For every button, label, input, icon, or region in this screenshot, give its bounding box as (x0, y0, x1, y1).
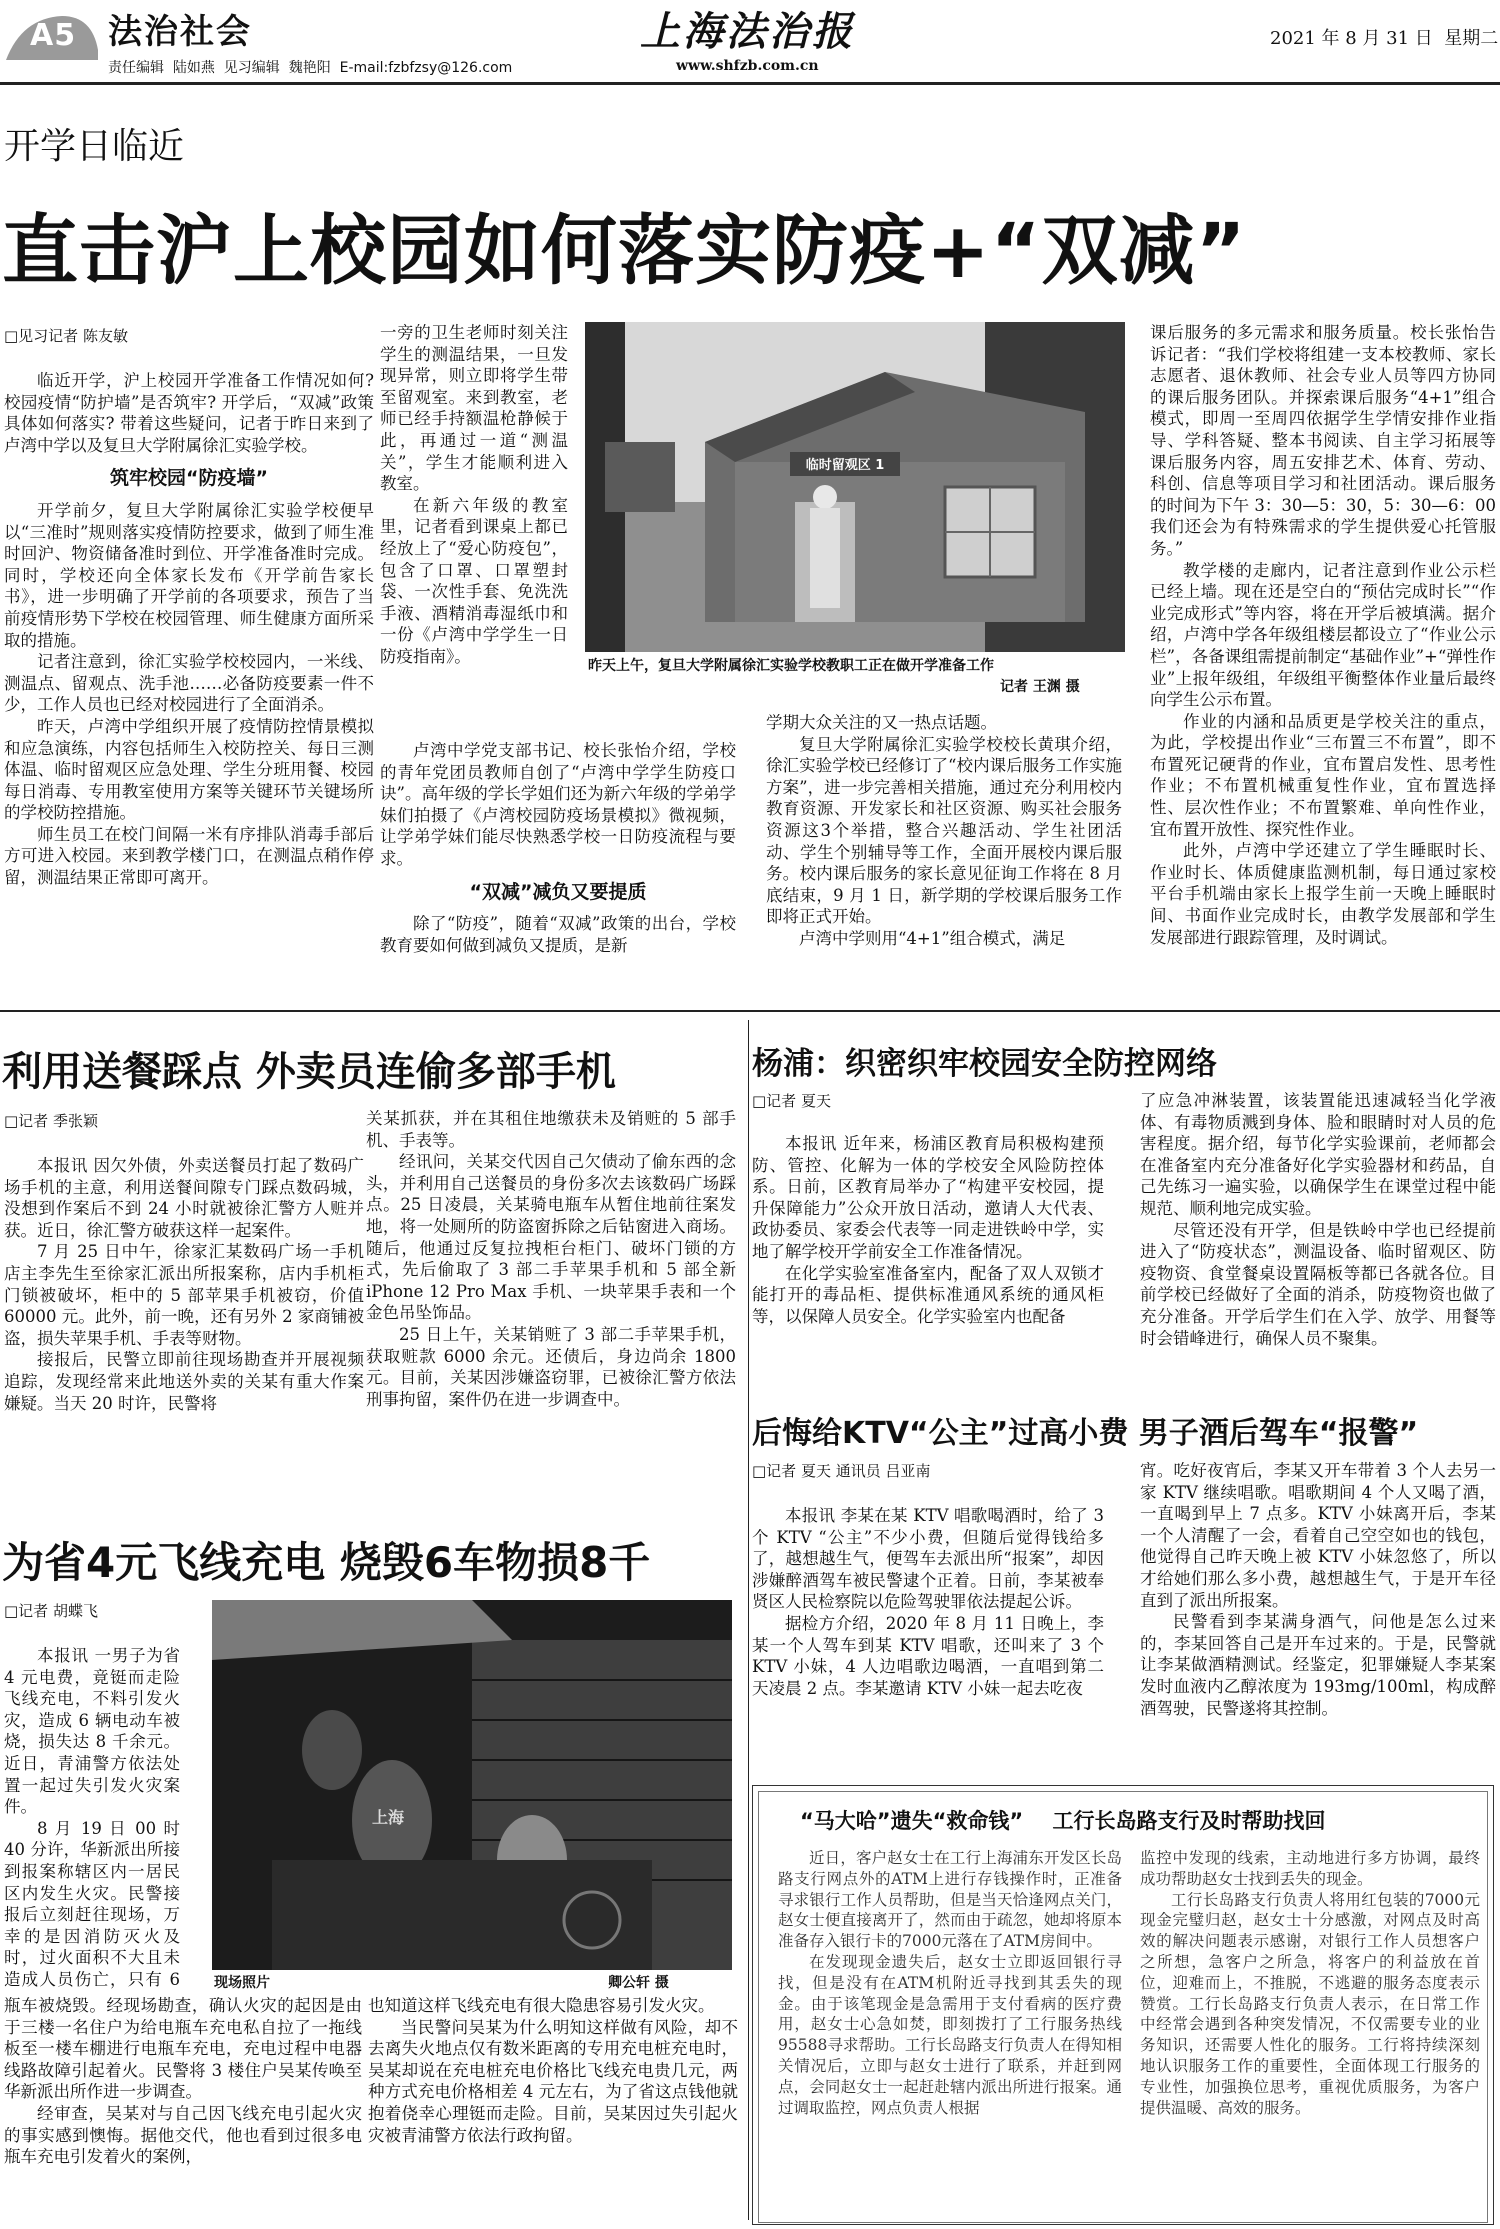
paragraph: 经讯问，关某交代因自己欠债动了偷东西的念头，并利用自己送餐员的身份多次去该数码广场踩点。25 日凌晨，关某骑电瓶车从暂住地前往案发地，将一处厕所的防盗窗拆除之后钻窗进入商场。随后，他通过反复拉拽柜台柜门、破坏门锁的方式，先后偷取了 3 部二手苹果手机和 5 部全新 iPhone 12 Pro Max 手机、一块苹果手表和一个金色吊坠饰品。 (366, 1152, 736, 1323)
paragraph: 据检方介绍，2020 年 8 月 11 日晚上，李某一个人驾车到某 KTV 唱歌，还叫来了 3 个 KTV 小妹，4 人边唱歌边喝酒，一直唱到第二天凌晨 2 点。李某邀请 KTV 小妹一起去吃夜 (752, 1613, 1104, 1698)
paragraph: 民警看到李某满身酒气，问他是怎么过来的，李某回答自己是开车过来的。于是，民警就让李某做酒精测试。经鉴定，犯罪嫌疑人李某案发时血液内乙醇浓度为 193mg/100ml，构成醉酒驾驶，民警遂将其控制。 (1140, 1612, 1496, 1718)
issue-date: 2021 年 8 月 31 日 星期二 (1270, 28, 1499, 49)
paragraph: 当民警问吴某为什么明知这样做有风险，却不去离失火地点仅有数米距离的专用充电桩充电时，吴某却说在充电桩充电价格比飞线充电贵几元，两种方式充电价格相差 4 元左右，为了省这点钱他就抱着侥幸心理铤而走险。目前，吴某因过失引起火灾被青浦警方依法行政拘留。 (368, 2017, 738, 2145)
page-header (0, 0, 1500, 76)
bank-headline: “马大哈”遗失“救命钱” 工行长岛路支行及时帮助找回 (800, 1809, 1326, 1833)
lead-column-4 (1150, 322, 1496, 994)
paragraph: 接报后，民警立即前往现场勘查并开展视频追踪，发现经常来此地送外卖的关某有重大作案嫌疑。当天 20 时许，民警将 (4, 1350, 364, 1413)
lead-column-2 (380, 322, 568, 742)
paragraph: 开学前夕，复旦大学附属徐汇实验学校便早以“三准时”规则落实疫情防控要求，做到了师生准时回沪、物资储备准时到位、开学准备准时完成。同时，学校还向全体家长发布《开学前告家长书》，进一步明确了开学前的各项要求，预告了当前疫情形势下学校在校园管理、师生健康方面所采取的措施。 (4, 500, 374, 650)
yangpu-column-1 (752, 1133, 1104, 1373)
masthead-logo: 上海法治报 (640, 8, 855, 55)
paragraph: 教学楼的走廊内，记者注意到作业公示栏已经上墙。现在还是空白的“预估完成时长”“作业完成形式”等内容，将在开学后被填满。据介绍，卢湾中学各年级组楼层都设立了“作业公示栏”，各备课组需提前制定“基础作业”+“弹性作业”上报年级组，年级组平衡整体作业量后最终向学生公示布置。 (1150, 560, 1496, 710)
fire-byline: □记者 胡蝶飞 (4, 1602, 98, 1620)
paragraph: 瓶车被烧毁。经现场勘查，确认火灾的起因是由于三楼一名住户为给电瓶车充电私自拉了一拖线板至一楼车棚进行电瓶车充电，充电过程中电器线路故障引起着火。民警将 3 楼住户吴某传唤至华新派出所作进一步调查。 (4, 1996, 362, 2102)
yangpu-byline: □记者 夏天 (752, 1092, 831, 1110)
paragraph: 本报讯 近年来，杨浦区教育局积极构建预防、管控、化解为一体的学校安全风险防控体系。日前，区教育局举办了“构建平安校园，提升保障能力”公众开放日活动，邀请人大代表、政协委员、家委会代表等一同走进铁岭中学，实地了解学校开学前安全工作准备情况。 (752, 1134, 1104, 1261)
paragraph: 记者注意到，徐汇实验学校校园内，一米线、测温点、留观点、洗手池……必备防疫要素一件不少，工作人员也已经对校园进行了全面消杀。 (4, 652, 374, 715)
theft-column-2 (366, 1108, 736, 1520)
fire-column-full (4, 1995, 362, 2227)
fire-column-narrow (4, 1645, 180, 1991)
section-title: 法治社会 (108, 12, 252, 52)
paragraph: 卢湾中学党支部书记、校长张怡介绍，学校的青年党团员教师自创了“卢湾中学学生防疫口诀”。高年级的学长学姐们还为新六年级的学弟学妹们拍摄了《卢湾校园防疫场景模拟》微视频，让学弟学妹们能尽快熟悉学校一日防疫流程与要求。 (380, 741, 736, 868)
lead-photo (585, 322, 1125, 652)
ktv-column-1 (752, 1505, 1104, 1775)
paragraph: 宵。吃好夜宵后，李某又开车带着 3 个人去另一家 KTV 继续唱歌。唱歌期间 4 个人又喝了酒，一直喝到早上 7 点多。KTV 小妹离开后，李某一个人清醒了一会，看着自己空空如也的钱包，他觉得自己昨天晚上被 KTV 小妹忽悠了，所以才给她们那么多小费，越想越生气，于是开车径直到了派出所报案。 (1140, 1461, 1496, 1610)
fire-photo-credit: 卿公轩 摄 (608, 1975, 669, 1991)
paragraph: 监控中发现的线索，主动地进行多方协调，最终成功帮助赵女士找到丢失的现金。 (1140, 1849, 1480, 1888)
paragraph: 在新六年级的教室里，记者看到课桌上都已经放上了“爱心防疫包”，包含了口罩、口罩塑封袋、一次性手套、免洗洗手液、酒精消毒湿纸巾和一份《卢湾中学学生一日防疫指南》。 (380, 495, 568, 666)
firefighter-jacket-text: 上海 (372, 1808, 405, 1827)
lead-byline: □见习记者 陈友敏 (4, 327, 128, 345)
paragraph: 学期大众关注的又一热点话题。 (766, 713, 997, 732)
paragraph: 本报讯 李某在某 KTV 唱歌喝酒时，给了 3 个 KTV “公主”不少小费，但随后觉得钱给多了，越想越生气，便驾车去派出所“报案”，却因涉嫌醉酒驾车被民警逮个正着。日前，李某被奉贤区人民检察院以危险驾驶罪依法提起公诉。 (752, 1506, 1104, 1612)
vertical-rule (748, 1020, 749, 2220)
theft-headline: 利用送餐踩点 外卖员连偷多部手机 (2, 1049, 616, 1095)
lead-column-2-lower (380, 740, 736, 992)
theft-byline: □记者 季张颖 (4, 1112, 98, 1130)
page-number-badge: A5 (30, 18, 77, 53)
lead-column-1 (4, 370, 374, 990)
paragraph: 复旦大学附属徐汇实验学校校长黄琪介绍，徐汇实验学校已经修订了“校内课后服务工作实施方案”，进一步完善相关措施，通过充分利用校内教育资源、开发家长和社区资源、购买社会服务资源这3个举措，整合兴趣活动、学生社团活动、学生个别辅导等工作，全面开展校内课后服务。校内课后服务的家长意见征询工作将在 8 月底结束，9 月 1 日，新学期的学校课后服务工作即将正式开始。 (766, 734, 1122, 927)
bank-column-1 (778, 1848, 1122, 2220)
fire-photo-caption: 现场照片 (214, 1975, 270, 1991)
tent-illustration (585, 322, 1125, 652)
tent-sign: 临时留观区 1 (805, 458, 885, 473)
subheading-double-reduction: “双减”减负又要提质 (469, 880, 647, 903)
fire-column-2 (368, 1995, 738, 2227)
yangpu-column-2 (1140, 1090, 1496, 1375)
section-rule (0, 1010, 1500, 1012)
paragraph: 也知道这样飞线充电有很大隐患容易引发火灾。 (368, 1996, 715, 2015)
bank-column-2 (1140, 1848, 1480, 2220)
paragraph: 一旁的卫生老师时刻关注学生的测温结果，一旦发现异常，则立即将学生带至留观室。来到教室，老师已经手持额温枪静候于此，再通过一道“测温关”，学生才能顺利进入教室。 (380, 323, 568, 494)
paragraph: 7 月 25 日中午，徐家汇某数码广场一手机店主李先生至徐家汇派出所报案称，店内手机柜门锁被破坏，柜中的 5 部苹果手机被窃，价值 60000 元。此外，前一晚，还有另外 2 家商铺被盗，损失苹果手机、手表等财物。 (4, 1242, 364, 1348)
paragraph: 经审查，吴某对与自己因飞线充电引起火灾的事实感到懊悔。据他交代，他也看到过很多电瓶车充电引发着火的案例， (4, 2103, 362, 2167)
paragraph (4, 1155, 364, 1241)
yangpu-headline: 杨浦：织密织牢校园安全防控网络 (752, 1046, 1217, 1082)
lead-headline: 直击沪上校园如何落实防疫+“双减” (2, 206, 1247, 295)
paragraph: 临近开学，沪上校园开学准备工作情况如何? 校园疫情“防护墙”是否筑牢? 开学后，“双减”政策具体如何落实? 带着这些疑问，记者于昨日来到了卢湾中学以及复旦大学附属徐汇实验学校。 (4, 371, 374, 455)
paragraph: 在发现现金遗失后，赵女士立即返回银行寻找，但是没有在ATM机附近寻找到其丢失的现金。由于该笔现金是急需用于支付看病的医疗费用，赵女士心急如焚，即刻拨打了工行服务热线95588寻求帮助。工行长岛路支行负责人在得知相关情况后，立即与赵女士进行了联系，并赶到网点，会同赵女士一起赶赴辖内派出所进行报案。通过调取监控，网点负责人根据 (778, 1952, 1122, 2117)
paragraph: 本报讯 一男子为省 4 元电费，竟铤而走险飞线充电，不料引发火灾，造成 6 辆电动车被烧，损失达 8 千余元。近日，青浦警方依法处置一起过失引发火灾案件。 (4, 1646, 180, 1817)
fire-photo (212, 1600, 732, 1970)
paragraph: 除了“防疫”，随着“双减”政策的出台，学校教育要如何做到减负又提质，是新 (380, 914, 736, 955)
paragraph-text: 本报讯 因欠外债，外卖送餐员打起了数码广场手机的主意，利用送餐间隙专门踩点数码城，没想到作案后不到 24 小时就被徐汇警方人赃并获。近日，徐汇警方破获这样一起案件。 (4, 1156, 364, 1240)
paragraph: 近日，客户赵女士在工行上海浦东开发区长岛路支行网点外的ATM上进行存钱操作时，正准备寻求银行工作人员帮助，但是当天恰逢网点关门，赵女士便直接离开了，然而由于疏忽，她却将原本准备存入银行卡的7000元落在了ATM房间中。 (778, 1849, 1122, 1951)
paragraph: 25 日上午，关某销赃了 3 部二手苹果手机，获取赃款 6000 余元。还债后，身边尚余 1800 元。目前，关某因涉嫌盗窃罪，已被徐汇警方依法刑事拘留，案件仍在进一步调查中。 (366, 1324, 736, 1409)
subheading-epidemic-wall: 筑牢校园“防疫墙” (110, 467, 268, 490)
fire-scene-illustration (212, 1600, 732, 1970)
paragraph: 卢湾中学则用“4+1”组合模式，满足 (799, 928, 1066, 948)
paragraph: 尽管还没有开学，但是铁岭中学也已经提前进入了“防疫状态”，测温设备、临时留观区、防疫物资、食堂餐桌设置隔板等都已各就各位。目前学校已经做好了全面的消杀，防疫物资也做了充分准备。开学后学生们在入学、放学、用餐等时会错峰进行，确保人员不聚集。 (1140, 1220, 1496, 1348)
paragraph: 工行长岛路支行负责人将用红包装的7000元现金完璧归赵，赵女士十分感激，对网点及时高效的解决问题表示感谢，对银行工作人员想客户之所想，急客户之所急，将客户的利益放在首位，迎难而上，不推脱，不逃避的服务态度表示赞赏。工行长岛路支行负责人表示，在日常工作中经常会遇到各种突发情况，不仅需要专业的业务知识，还需要人性化的服务。工行将持续深刻地认识服务工作的重要性，全面体现工行服务的专业性，加强换位思考，重视优质服务，为客户提供温暖、高效的服务。 (1140, 1890, 1480, 2117)
paragraph: 师生员工在校门间隔一米有序排队消毒手部后方可进入校园。来到教学楼门口，在测温点稍作停留，测温结果正常即可离开。 (4, 824, 374, 888)
paragraph: 此外，卢湾中学还建立了学生睡眠时长、作业时长、体质健康监测机制，每日通过家校平台手机端由家长上报学生前一天晚上睡眠时间、书面作业完成时长，由教学发展部和学生发展部进行跟踪管理，及时调试。 (1150, 841, 1496, 947)
ktv-headline: 后悔给KTV“公主”过高小费 男子酒后驾车“报警” (752, 1416, 1419, 1451)
lead-column-3 (766, 712, 1122, 992)
paragraph: 在化学实验室准备室内，配备了双人双锁才能打开的毒品柜、提供标准通风系统的通风柜等，以保障人员安全。化学实验室内也配备 (752, 1263, 1104, 1326)
website: www.shfzb.com.cn (676, 58, 819, 74)
paragraph: 关某抓获，并在其租住地缴获未及销赃的 5 部手机、手表等。 (366, 1109, 736, 1150)
paragraph: 昨天，卢湾中学组织开展了疫情防控情景模拟和应急演练，内容包括师生入校防控关、每日三测体温、临时留观区应急处理、学生分班用餐、校园每日消毒、专用教室使用方案等关键环节关键场所的学校防控措施。 (4, 716, 374, 823)
lead-photo-credit: 记者 王渊 摄 (1000, 679, 1080, 695)
paragraph: 课后服务的多元需求和服务质量。校长张怡告诉记者：“我们学校将组建一支本校教师、家长志愿者、退休教师、社会专业人员等四方协同的课后服务团队。并探索课后服务“4+1”组合模式，即周一至周四依据学生学情安排作业指导、学科答疑、整本书阅读、自主学习拓展等课后服务内容，周五安排艺术、体育、劳动、科创、信息等项目学习和社团活动。课后服务的时间为下午 3：30—5：30，5：30—6：00 我们还会为有特殊需求的学生提供爱心托管服务。” (1150, 323, 1496, 558)
paragraph: 8 月 19 日 00 时 40 分许，华新派出所接到报案称辖区内一居民区内发生火灾。民警接报后立刻赶往现场，万幸的是因消防灭火及时，过火面积不大且未造成人员伤亡，只有 6 (4, 1818, 180, 1989)
paragraph: 了应急冲淋装置，该装置能迅速减轻当化学液体、有毒物质溅到身体、脸和眼睛时对人员的危害程度。据介绍，每节化学实验课前，老师都会在准备室内充分准备好化学实验器材和药品，自己先练习一遍实验，以确保学生在课堂过程中能规范、顺利地完成实验。 (1140, 1091, 1496, 1218)
lead-kicker: 开学日临近 (4, 126, 185, 167)
paragraph: 作业的内涵和品质更是学校关注的重点，为此，学校提出作业“三布置三不布置”，即不布置死记硬背的作业，宜布置启发性、思考性作业；不布置机械重复性作业，宜布置选择性、层次性作业；不布置繁难、单向性作业，宜布置开放性、探究性作业。 (1150, 711, 1496, 839)
ktv-column-2 (1140, 1460, 1496, 1775)
lead-photo-caption: 昨天上午，复旦大学附属徐汇实验学校教职工正在做开学准备工作 (588, 658, 994, 674)
ktv-byline: □记者 夏天 通讯员 吕亚南 (752, 1462, 931, 1480)
fire-headline: 为省4元飞线充电 烧毁6车物损8千 (2, 1538, 651, 1587)
theft-column-1 (4, 1155, 364, 1520)
header-rule (0, 82, 1500, 85)
editor-credits: 责任编辑 陆如燕 见习编辑 魏艳阳 E-mail:fzbfzsy@126.com (108, 60, 513, 76)
